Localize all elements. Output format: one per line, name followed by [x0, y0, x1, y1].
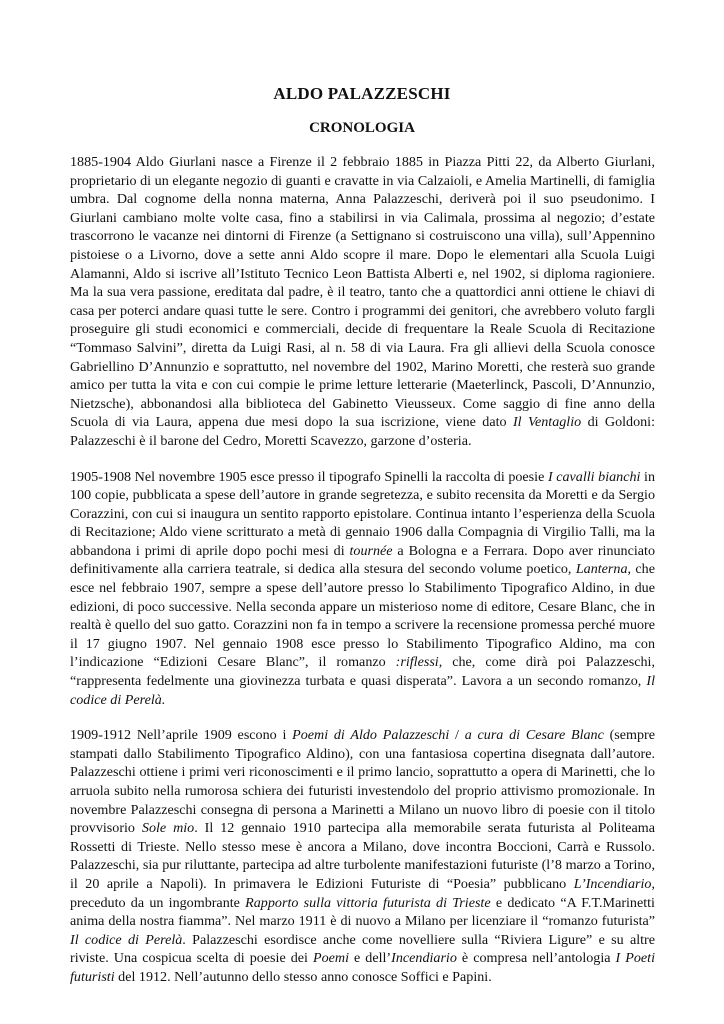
body-text: e dell’ — [349, 950, 392, 967]
body-text: , che, come dirà poi Palazzeschi, “rappresenta fedelmente una giovinezza turbata e quasi disperata”. Lavora a un secondo romanzo, — [70, 654, 655, 690]
body-text: è compresa nell’antologia — [456, 950, 616, 967]
italic-title-text: I Poeti futuristi — [70, 950, 655, 985]
body-text: (sempre stampati dallo Stabilimento Tipografico Aldino), con una fantasiosa copertina disegnata dall’autore. Palazzeschi ottiene i primi veri riconoscimenti e il primo lancio, soprattutto a opera di Marinetti, che lo arruola subito nella rumorosa schiera dei futuristi investendolo del proprio attivismo promozionale. In novembre Palazzeschi consegna di persona a Marinetti a Milano un nuovo libro di poesie con il titolo provvisorio — [70, 727, 656, 837]
body-text: del 1912. Nell’autunno dello stesso anno conosce Soffici e Papini. — [114, 968, 492, 985]
italic-title-text: a cura di Cesare Blanc — [464, 727, 604, 744]
italic-title-text: Il Ventaglio — [512, 414, 582, 431]
italic-title-text: Incendiario — [391, 950, 457, 967]
italic-title-text: :riflessi — [395, 654, 439, 671]
italic-title-text: Rapporto sulla vittoria futurista di Trieste — [245, 894, 491, 911]
body-text: 1909-1912 Nell’aprile 1909 escono i — [70, 727, 293, 744]
body-text: e dedicato “A F.T.Marinetti anima della nostra fiamma”. Nel marzo 1911 è di nuovo a Milano per licenziare il “romanzo futurista” — [70, 894, 655, 930]
body-text: . Palazzeschi esordisce anche come novelliere sulla “Riviera Ligure” e su altre riviste. Una cospicua scelta di poesie dei — [70, 931, 656, 967]
italic-title-text: Il codice di Perelà. — [70, 673, 655, 708]
body-text: 1905-1908 Nel novembre 1905 esce presso il tipografo Spinelli la raccolta di poesie — [70, 468, 548, 485]
body-text: , preceduto da un ingombrante — [70, 875, 655, 911]
chronology-entry-1885-1904 — [70, 153, 655, 451]
italic-title-text: I cavalli bianchi — [547, 468, 641, 485]
italic-title-text: L’Incendiario — [573, 875, 652, 892]
body-text: , che esce nel febbraio 1907, sempre a spese dell’autore presso lo Stabilimento Tipografico Aldino, in due edizioni, di poco successive. Nella seconda appare un misterioso nome di editore, Cesare Blanc, che in realtà è quello del suo gatto. Corazzini non fa in tempo a scrivere la recensione promessa perché muore il 17 giugno 1907. Nel gennaio 1908 esce presso lo Stabilimento Tipografico Aldino, ma con l’indicazione “Edizioni Cesare Blanc”, il romanzo — [70, 561, 655, 671]
italic-title-text: Poemi di Aldo Palazzeschi — [292, 727, 450, 744]
page-subtitle: CRONOLOGIA — [309, 120, 415, 136]
italic-title-text: tournée — [349, 542, 393, 559]
body-text: 1885-1904 Aldo Giurlani nasce a Firenze il 2 febbraio 1885 in Piazza Pitti 22, da Alberto Giurlani, proprietario di un elegante negozio di guanti e cravatte in via Calzaioli, e Amelia Martinelli, di famiglia umbra. Dal cognome della nonna materna, Anna Palazzeschi, deriverà poi il suo pseudonimo. I Giurlani cambiano molte volte casa, fino a stabilirsi in via Calimala, prossima al negozio; d’estate trascorrono le vacanze nei dintorni di Firenze (a Settignano si costruiscono una villa), sull’Appennino pistoiese o a Livorno, dove a sette anni Aldo scopre il mare. Dopo le elementari alla Scuola Luigi Alamanni, Aldo si iscrive all’Istituto Tecnico Leon Battista Alberti e, nel 1902, si diploma ragioniere. Ma la sua vera passione, ereditata dal padre, è il teatro, tanto che a quattordici anni ottiene le chiavi di casa per poterci andare quasi tutte le sere. Contro i programmi dei genitori, che avrebbero voluto fargli proseguire gli studi economici e commerciali, decide di frequentare la Reale Scuola di Recitazione “Tommaso Salvini”, diretta da Luigi Rasi, al n. 58 di via Laura. Fra gli allievi della Scuola conosce Gabriellino D’Annunzio e soprattutto, nel novembre del 1902, Marino Moretti, che resterà suo grande amico per tutta la vita e con cui compie le prime letture letterarie (Maeterlinck, Pascoli, D’Annunzio, Nietzsche), abbonandosi alla biblioteca del Gabinetto Vieusseux. Come saggio di fine anno della Scuola di via Laura, appena due mesi dopo la sua iscrizione, viene dato — [70, 154, 655, 431]
italic-title-text: Lanterna — [575, 561, 628, 578]
italic-title-text: Poemi — [312, 950, 349, 967]
body-text: a Bologna e a Ferrara. Dopo aver rinunciato definitivamente alla carriera teatrale, si dedica alla stesura del secondo volume poetico, — [70, 542, 655, 578]
page-title: ALDO PALAZZESCHI — [273, 84, 451, 103]
italic-title-text: Il codice di Perelà — [70, 931, 183, 948]
chronology-entry-1909-1912 — [70, 726, 655, 986]
body-text: in 100 copie, pubblicata a spese dell’autore in grande segretezza, e subito recensita da Moretti e da Sergio Corazzini, con cui si inaugura un sentito rapporto epistolare. Continua intanto l’esperienza della Scuola di Recitazione; Aldo viene scritturato a metà di gennaio 1906 dalla Compagnia di Virgilio Talli, ma la abbandona i primi di aprile dopo pochi mesi di — [70, 468, 655, 559]
chronology-entry-1905-1908 — [70, 468, 655, 710]
body-text: . Il 12 gennaio 1910 partecipa alla memorabile serata futurista al Politeama Rossetti di Trieste. Nello stesso mese è ancora a Milano, dove incontra Boccioni, Carrà e Russolo. Palazzeschi, sia pur riluttante, partecipa ad altre turbolente manifestazioni futuriste (l’8 marzo a Torino, il 20 aprile a Napoli). In primavera le Edizioni Futuriste di “Poesia” pubblicano — [70, 820, 655, 892]
italic-title-text: Sole mio — [141, 820, 195, 837]
body-text: / — [449, 727, 465, 744]
chronology-body — [70, 153, 655, 1004]
body-text: di Goldoni: Palazzeschi è il barone del Cedro, Moretti Scavezzo, garzone d’osteria. — [70, 414, 656, 449]
